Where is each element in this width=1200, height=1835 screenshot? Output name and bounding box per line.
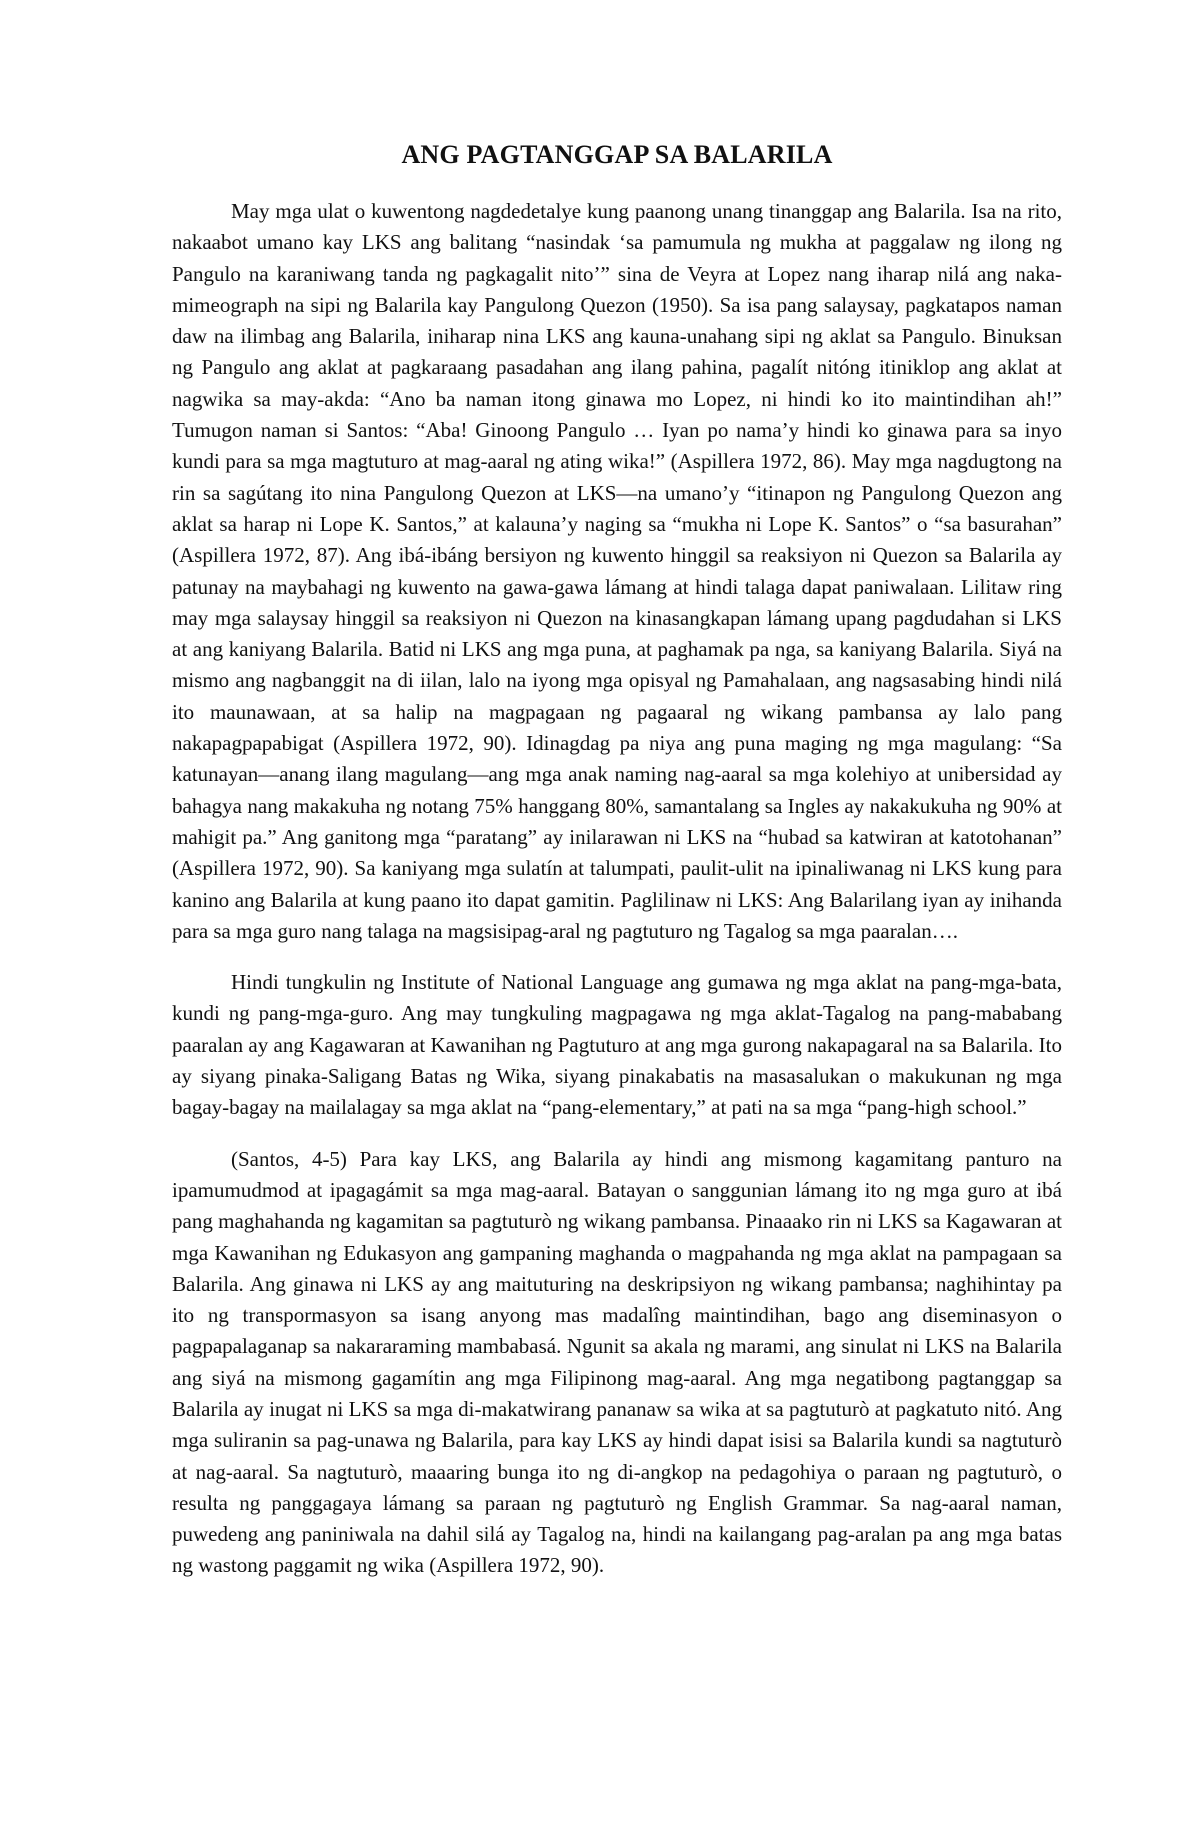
paragraph-1: May mga ulat o kuwentong nagdedetalye kung paanong unang tinanggap ang Balarila. Isa na rito, nakaabot umano kay LKS ang balitang “nasindak ‘sa pamumula ng mukha at paggalaw ng ilong ng Pangulo na karaniwang tanda ng pagkagalit nito’” sina de Veyra at Lopez nang iharap nilá ang naka-mimeograph na sipi ng Balarila kay Pangulong Quezon (1950). Sa isa pang salaysay, pagkatapos naman daw na ilimbag ang Balarila, iniharap nina LKS ang kauna-unahang sipi ng aklat sa Pangulo. Binuksan ng Pangulo ang aklat at pagkaraang pasadahan ang ilang pahina, pagalít nitóng itiniklop ang aklat at nagwika sa may-akda: “Ano ba naman itong ginawa mo Lopez, ni hindi ko ito maintindihan ah!” Tumugon naman si Santos: “Aba! Ginoong Pangulo … Iyan po nama’y hindi ko ginawa para sa inyo kundi para sa mga magtuturo at mag-aaral ng ating wika!” (Aspillera 1972, 86). May mga nagdugtong na rin sa sagútang ito nina Pangulong Quezon at LKS—na umano’y “itinapon ng Pangulong Quezon ang aklat sa harap ni Lope K. Santos,” at kalauna’y naging sa “mukha ni Lope K. Santos” o “sa basurahan” (Aspillera 1972, 87). Ang ibá-ibáng bersiyon ng kuwento hinggil sa reaksiyon ni Quezon sa Balarila ay patunay na maybahagi ng kuwento na gawa-gawa lámang at hindi talaga dapat paniwalaan. Lilitaw ring may mga salaysay hinggil sa reaksiyon ni Quezon na kinasangkapan lámang upang pagdudahan si LKS at ang kaniyang Balarila. Batid ni LKS ang mga puna, at paghamak pa nga, sa kaniyang Balarila. Siyá na mismo ang nagbanggit na di iilan, lalo na iyong mga opisyal ng Pamahalaan, ang nagsasabing hindi nilá ito maunawaan, at sa halip na magpagaan ng pagaaral ng wikang pambansa ay lalo pang nakapagpapabigat (Aspillera 1972, 90). Idinagdag pa niya ang puna maging ng mga magulang: “Sa katunayan—anang ilang magulang—ang mga anak naming nag-aaral sa mga kolehiyo at unibersidad ay bahagya nang makakuha ng notang 75% hanggang 80%, samantalang sa Ingles ay nakakukuha ng 90% at mahigit pa.” Ang ganitong mga “paratang” ay inilarawan ni LKS na “hubad sa katwiran at katotohanan” (Aspillera 1972, 90). Sa kaniyang mga sulatín at talumpati, paulit-ulit na ipinaliwanag ni LKS kung para kanino ang Balarila at kung paano ito dapat gamitin. Paglilinaw ni LKS: Ang Balarilang iyan ay inihanda para sa mga guro nang talaga na magsisipag-aral ng pagtuturo ng Tagalog sa mga paaralan…. [172,199,1062,943]
document-page [172,130,1062,1602]
paragraph-2: Hindi tungkulin ng Institute of National Language ang gumawa ng mga aklat na pang-mga-bata, kundi ng pang-mga-guro. Ang may tungkuling magpagawa ng mga aklat-Tagalog na pang-mababang paaralan ay ang Kagawaran at Kawanihan ng Pagtuturo at ang mga gurong nakapagaral na sa Balarila. Ito ay siyang pinaka-Saligang Batas ng Wika, siyang pinakabatis na masasalukan o makukunan ng mga bagay-bagay na mailalagay sa mga aklat na “pang-elementary,” at pati na sa mga “pang-high school.” [172,970,1062,1120]
document-title: ANG PAGTANGGAP SA BALARILA [401,140,833,169]
paragraph-3: (Santos, 4-5) Para kay LKS, ang Balarila ay hindi ang mismong kagamitang panturo na ipamumudmod at ipagagámit sa mga mag-aaral. Batayan o sanggunian lámang ito ng mga guro at ibá pang maghahanda ng kagamitan sa pagtuturò ng wikang pambansa. Pinaaako rin ni LKS sa Kagawaran at mga Kawanihan ng Edukasyon ang gampaning maghanda o magpahanda ng mga aklat na pampagaan sa Balarila. Ang ginawa ni LKS ay ang maituturing na deskripsiyon ng wikang pambansa; naghihintay pa ito ng transpormasyon sa isang anyong mas madalîng maintindihan, bago ang diseminasyon o pagpapalaganap sa nakararaming mambabasá. Ngunit sa akala ng marami, ang sinulat ni LKS na Balarila ang siyá na mismong gagamítin ang mga Filipinong mag-aaral. Ang mga negatibong pagtanggap sa Balarila ay inugat ni LKS sa mga di-makatwirang pananaw sa wika at sa pagtuturò at pagkatuto nitó. Ang mga suliranin sa pag-unawa ng Balarila, para kay LKS ay hindi dapat isisi sa Balarila kundi sa nagtuturò at nag-aaral. Sa nagtuturò, maaaring bunga ito ng di-angkop na pedagohiya o paraan ng pagtuturò, o resulta ng panggagaya lámang sa paraan ng pagtuturò ng English Grammar. Sa nag-aaral naman, puwedeng ang paniniwala na dahil silá ay Tagalog na, hindi na kailangang pag-aralan pa ang mga batas ng wastong paggamit ng wika (Aspillera 1972, 90). [172,1146,1062,1578]
